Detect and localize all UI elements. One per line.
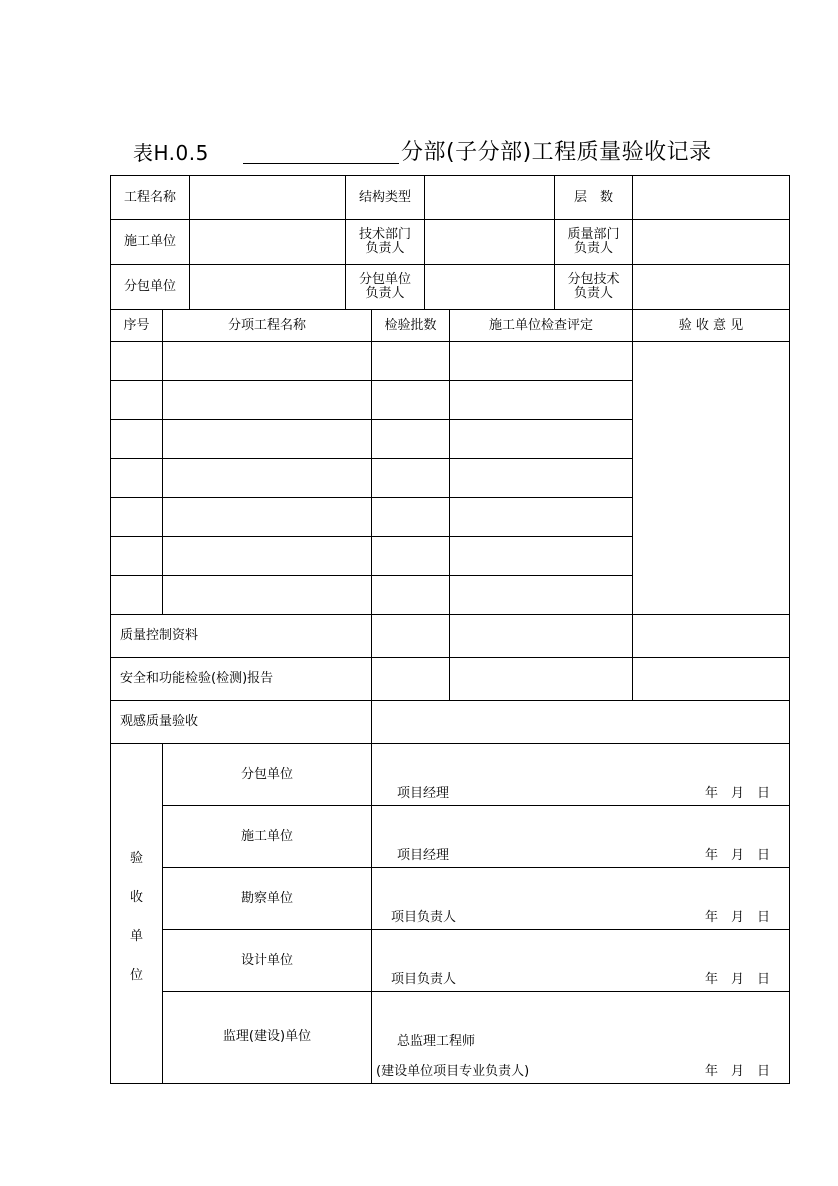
row-6-contractor-eval[interactable] xyxy=(449,536,633,576)
row-4-seq[interactable] xyxy=(110,458,163,498)
acceptance-units-side xyxy=(110,743,163,1084)
unit-contractor-signer: 项目经理 xyxy=(397,848,450,863)
unit-supervision-name: 监理(建设)单位 xyxy=(162,991,372,1084)
unit-design-signer: 项目负责人 xyxy=(391,972,457,987)
unit-design-date: 年 月 日 xyxy=(705,972,771,987)
row-7-seq[interactable] xyxy=(110,575,163,615)
quality-control-docs-count[interactable] xyxy=(371,614,450,658)
row-1-batch-count[interactable] xyxy=(371,341,450,381)
row-2-item-name[interactable] xyxy=(162,380,372,420)
row-1-seq[interactable] xyxy=(110,341,163,381)
floors-field[interactable] xyxy=(632,175,790,220)
unit-subcontractor-signer: 项目经理 xyxy=(397,786,450,801)
sub-unit-leader-field[interactable] xyxy=(424,264,555,310)
row-4-item-name[interactable] xyxy=(162,458,372,498)
safety-reports-count[interactable] xyxy=(371,657,450,701)
unit-contractor-name: 施工单位 xyxy=(162,805,372,868)
row-1-item-name[interactable] xyxy=(162,341,372,381)
acceptance-side-char-1: 验 xyxy=(130,851,144,866)
form-title-text: 分部(子分部)工程质量验收记录 xyxy=(401,140,712,165)
project-name-field[interactable] xyxy=(189,175,346,220)
unit-survey-signer: 项目负责人 xyxy=(391,910,457,925)
row-6-seq[interactable] xyxy=(110,536,163,576)
unit-supervision-signer-note: (建设单位项目专业负责人) xyxy=(376,1064,530,1079)
project-name-label: 工程名称 xyxy=(110,175,190,220)
col-header-acceptance-opinion: 验 收 意 见 xyxy=(632,309,790,342)
quality-dept-field[interactable] xyxy=(632,219,790,265)
row-5-item-name[interactable] xyxy=(162,497,372,537)
tech-dept-label: 技术部门 负责人 xyxy=(345,219,425,265)
unit-design-name: 设计单位 xyxy=(162,929,372,992)
tech-dept-field[interactable] xyxy=(424,219,555,265)
safety-reports-eval[interactable] xyxy=(449,657,633,701)
col-header-contractor-eval: 施工单位检查评定 xyxy=(449,309,633,342)
unit-survey-name: 勘察单位 xyxy=(162,867,372,930)
quality-control-docs-label: 质量控制资料 xyxy=(110,614,372,658)
row-5-batch-count[interactable] xyxy=(371,497,450,537)
contractor-field[interactable] xyxy=(189,219,346,265)
row-7-batch-count[interactable] xyxy=(371,575,450,615)
contractor-label: 施工单位 xyxy=(110,219,190,265)
acceptance-side-char-4: 位 xyxy=(130,968,144,983)
title-blank-line xyxy=(243,163,399,164)
quality-control-docs-opinion[interactable] xyxy=(632,614,790,658)
acceptance-side-char-3: 单 xyxy=(130,929,144,944)
structure-type-label: 结构类型 xyxy=(345,175,425,220)
row-7-item-name[interactable] xyxy=(162,575,372,615)
subcontractor-field[interactable] xyxy=(189,264,346,310)
unit-supervision-date: 年 月 日 xyxy=(705,1064,771,1079)
row-3-batch-count[interactable] xyxy=(371,419,450,459)
col-header-item-name: 分项工程名称 xyxy=(162,309,372,342)
row-2-seq[interactable] xyxy=(110,380,163,420)
appearance-quality-label: 观感质量验收 xyxy=(110,700,372,744)
row-2-contractor-eval[interactable] xyxy=(449,380,633,420)
safety-reports-opinion[interactable] xyxy=(632,657,790,701)
row-4-batch-count[interactable] xyxy=(371,458,450,498)
unit-contractor-date: 年 月 日 xyxy=(705,848,771,863)
row-6-batch-count[interactable] xyxy=(371,536,450,576)
quality-control-docs-eval[interactable] xyxy=(449,614,633,658)
floors-label: 层 数 xyxy=(554,175,633,220)
acceptance-side-char-2: 收 xyxy=(130,890,144,905)
form-code: 表H.0.5 xyxy=(133,141,209,165)
structure-type-field[interactable] xyxy=(424,175,555,220)
row-1-contractor-eval[interactable] xyxy=(449,341,633,381)
unit-survey-date: 年 月 日 xyxy=(705,910,771,925)
sub-tech-leader-field[interactable] xyxy=(632,264,790,310)
row-6-item-name[interactable] xyxy=(162,536,372,576)
unit-subcontractor-name: 分包单位 xyxy=(162,743,372,806)
col-header-seq: 序号 xyxy=(110,309,163,342)
acceptance-opinion-field[interactable] xyxy=(632,341,790,615)
unit-supervision-signer: 总监理工程师 xyxy=(397,1034,476,1049)
appearance-quality-field[interactable] xyxy=(371,700,790,744)
row-5-contractor-eval[interactable] xyxy=(449,497,633,537)
row-5-seq[interactable] xyxy=(110,497,163,537)
row-3-item-name[interactable] xyxy=(162,419,372,459)
sub-unit-leader-label: 分包单位 负责人 xyxy=(345,264,425,310)
form-title xyxy=(133,135,773,169)
sub-tech-leader-label: 分包技术 负责人 xyxy=(554,264,633,310)
quality-dept-label: 质量部门 负责人 xyxy=(554,219,633,265)
row-4-contractor-eval[interactable] xyxy=(449,458,633,498)
row-3-contractor-eval[interactable] xyxy=(449,419,633,459)
row-3-seq[interactable] xyxy=(110,419,163,459)
row-7-contractor-eval[interactable] xyxy=(449,575,633,615)
row-2-batch-count[interactable] xyxy=(371,380,450,420)
col-header-batch-count: 检验批数 xyxy=(371,309,450,342)
safety-reports-label: 安全和功能检验(检测)报告 xyxy=(110,657,372,701)
unit-subcontractor-date: 年 月 日 xyxy=(705,786,771,801)
subcontractor-label: 分包单位 xyxy=(110,264,190,310)
